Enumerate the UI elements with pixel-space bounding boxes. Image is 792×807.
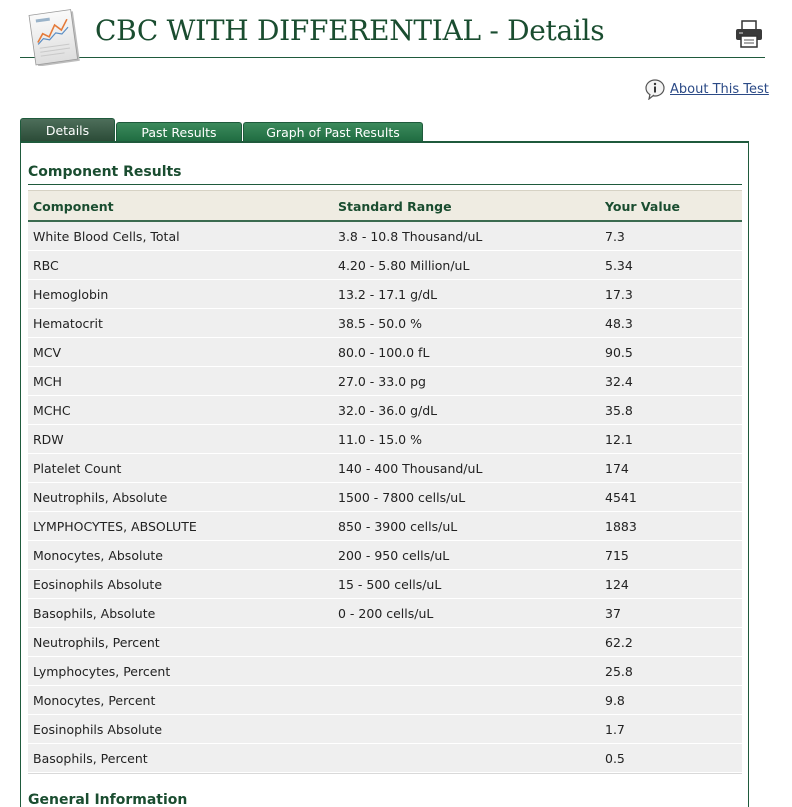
- column-header-component: Component: [33, 199, 114, 214]
- component-cell: RDW: [33, 432, 64, 447]
- results-table: [28, 190, 742, 774]
- tab-bar: [20, 118, 750, 142]
- your-value-cell: 4541: [605, 490, 637, 505]
- your-value-cell: 174: [605, 461, 629, 476]
- component-cell: Eosinophils Absolute: [33, 577, 163, 592]
- component-cell: Platelet Count: [33, 461, 122, 476]
- component-results-heading: Component Results: [28, 164, 182, 180]
- standard-range-cell: 1500 - 7800 cells/uL: [338, 490, 466, 505]
- standard-range-cell: 140 - 400 Thousand/uL: [338, 461, 483, 476]
- your-value-cell: 48.3: [605, 316, 633, 331]
- component-cell: Monocytes, Absolute: [33, 548, 163, 563]
- table-row: [28, 425, 742, 454]
- your-value-cell: 1.7: [605, 722, 625, 737]
- standard-range-cell: 15 - 500 cells/uL: [338, 577, 442, 592]
- table-header: [28, 190, 742, 222]
- your-value-cell: 90.5: [605, 345, 633, 360]
- component-cell: White Blood Cells, Total: [33, 229, 180, 244]
- component-cell: Basophils, Percent: [33, 751, 148, 766]
- standard-range-cell: 0 - 200 cells/uL: [338, 606, 434, 621]
- standard-range-cell: 850 - 3900 cells/uL: [338, 519, 458, 534]
- table-row: [28, 483, 742, 512]
- component-cell: MCH: [33, 374, 62, 389]
- your-value-cell: 25.8: [605, 664, 633, 679]
- component-cell: MCV: [33, 345, 62, 360]
- your-value-cell: 0.5: [605, 751, 625, 766]
- component-cell: Basophils, Absolute: [33, 606, 156, 621]
- component-cell: Neutrophils, Percent: [33, 635, 160, 650]
- component-cell: Neutrophils, Absolute: [33, 490, 168, 505]
- your-value-cell: 12.1: [605, 432, 633, 447]
- your-value-cell: 715: [605, 548, 629, 563]
- table-row: [28, 686, 742, 715]
- standard-range-cell: 13.2 - 17.1 g/dL: [338, 287, 438, 302]
- info-icon: [644, 78, 666, 100]
- table-row: [28, 367, 742, 396]
- component-cell: Eosinophils Absolute: [33, 722, 163, 737]
- table-row: [28, 541, 742, 570]
- component-cell: Hematocrit: [33, 316, 103, 331]
- table-row: [28, 744, 742, 773]
- component-cell: LYMPHOCYTES, ABSOLUTE: [33, 519, 197, 534]
- page-header: [20, 0, 765, 58]
- details-panel: [20, 141, 749, 807]
- table-row: [28, 715, 742, 744]
- tab-past-results[interactable]: Past Results: [116, 122, 242, 142]
- table-row: [28, 338, 742, 367]
- your-value-cell: 37: [605, 606, 621, 621]
- component-cell: Monocytes, Percent: [33, 693, 156, 708]
- component-cell: Lymphocytes, Percent: [33, 664, 171, 679]
- your-value-cell: 7.3: [605, 229, 625, 244]
- table-row: [28, 280, 742, 309]
- tab-details[interactable]: Details: [20, 118, 115, 142]
- standard-range-cell: 80.0 - 100.0 fL: [338, 345, 430, 360]
- standard-range-cell: 32.0 - 36.0 g/dL: [338, 403, 438, 418]
- page-title: CBC WITH DIFFERENTIAL - Details: [95, 14, 605, 47]
- standard-range-cell: 3.8 - 10.8 Thousand/uL: [338, 229, 483, 244]
- table-row: [28, 599, 742, 628]
- table-row: [28, 570, 742, 599]
- column-header-standard-range: Standard Range: [338, 199, 452, 214]
- your-value-cell: 9.8: [605, 693, 625, 708]
- your-value-cell: 124: [605, 577, 629, 592]
- table-row: [28, 309, 742, 338]
- table-row: [28, 512, 742, 541]
- table-row: [28, 396, 742, 425]
- table-body: [28, 222, 742, 774]
- table-row: [28, 454, 742, 483]
- printer-icon[interactable]: [733, 18, 765, 50]
- table-row: [28, 251, 742, 280]
- your-value-cell: 35.8: [605, 403, 633, 418]
- tab-graph-of-past-results[interactable]: Graph of Past Results: [243, 122, 423, 142]
- your-value-cell: 5.34: [605, 258, 633, 273]
- table-row: [28, 657, 742, 686]
- column-header-your-value: Your Value: [605, 199, 680, 214]
- general-information-heading: General Information: [28, 792, 188, 807]
- component-cell: MCHC: [33, 403, 71, 418]
- about-this-test-label[interactable]: About This Test: [670, 81, 769, 97]
- component-cell: Hemoglobin: [33, 287, 109, 302]
- table-row: [28, 628, 742, 657]
- standard-range-cell: 38.5 - 50.0 %: [338, 316, 422, 331]
- component-cell: RBC: [33, 258, 59, 273]
- your-value-cell: 32.4: [605, 374, 633, 389]
- standard-range-cell: 200 - 950 cells/uL: [338, 548, 450, 563]
- standard-range-cell: 11.0 - 15.0 %: [338, 432, 422, 447]
- table-row: [28, 222, 742, 251]
- standard-range-cell: 4.20 - 5.80 Million/uL: [338, 258, 470, 273]
- your-value-cell: 62.2: [605, 635, 633, 650]
- report-chart-icon: [26, 4, 84, 66]
- section-divider: [28, 184, 742, 185]
- your-value-cell: 1883: [605, 519, 637, 534]
- your-value-cell: 17.3: [605, 287, 633, 302]
- about-this-test-link[interactable]: [644, 78, 769, 100]
- standard-range-cell: 27.0 - 33.0 pg: [338, 374, 426, 389]
